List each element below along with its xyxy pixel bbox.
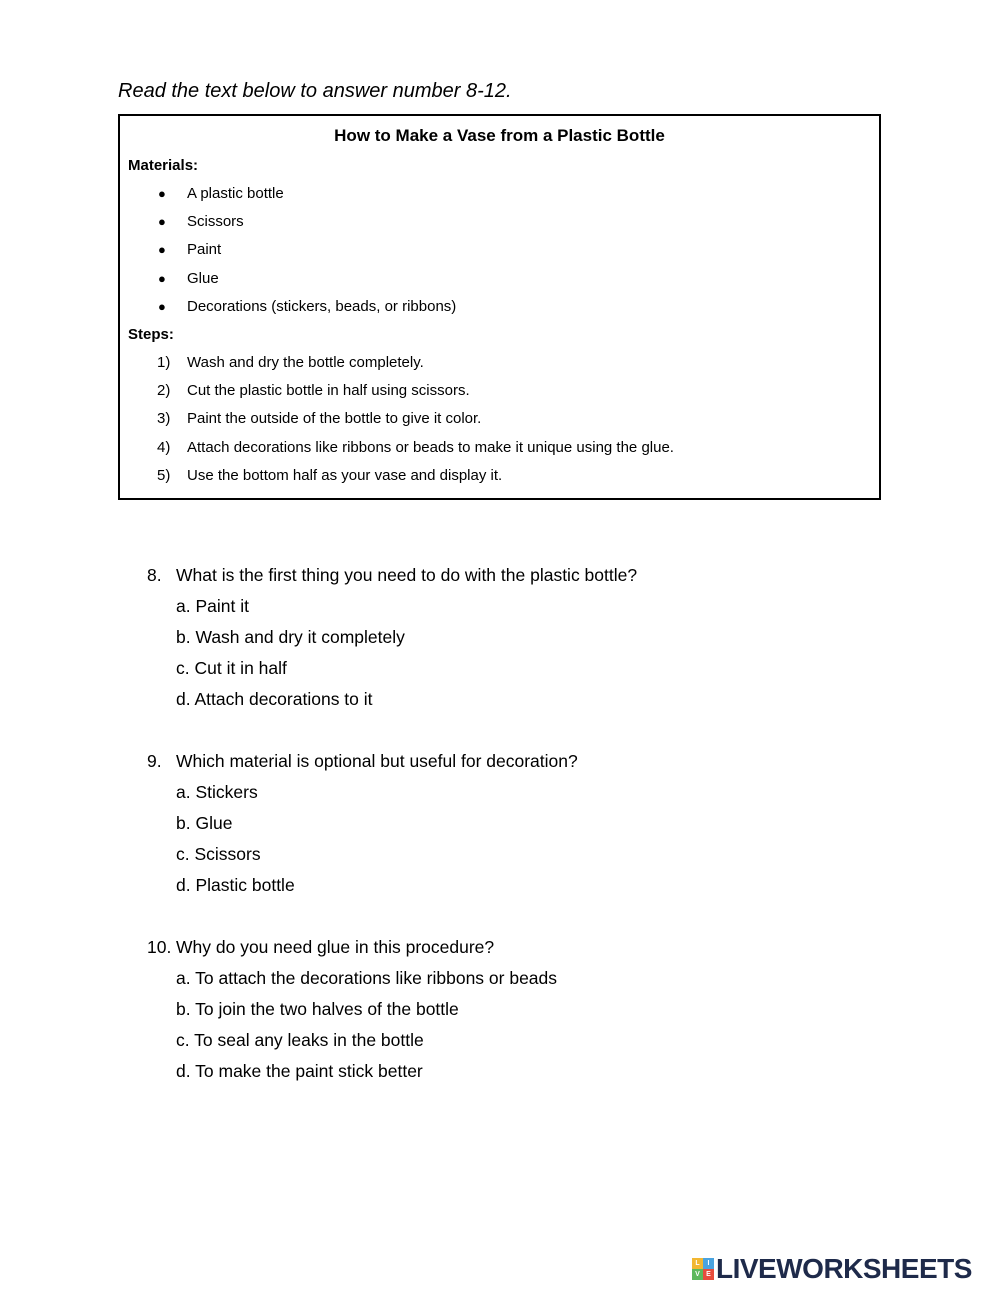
list-item	[128, 212, 871, 240]
logo-tile: L	[692, 1258, 703, 1269]
list-item	[128, 466, 871, 494]
bullet-icon: ●	[158, 186, 166, 201]
step-text: Attach decorations like ribbons or beads to make it unique using the glue.	[187, 438, 674, 456]
answer-option[interactable]: b. To join the two halves of the bottle	[176, 999, 459, 1019]
liveworksheets-logo-icon	[692, 1258, 714, 1280]
instruction-text: Read the text below to answer number 8-12.	[118, 80, 512, 102]
reading-text-box	[118, 114, 881, 500]
bullet-icon: ●	[158, 242, 166, 258]
step-text: Cut the plastic bottle in half using scissors.	[187, 382, 470, 400]
logo-tile: E	[703, 1269, 714, 1280]
answer-option[interactable]: c. Scissors	[176, 844, 261, 864]
answer-option[interactable]: b. Glue	[176, 813, 233, 833]
list-item	[128, 438, 871, 466]
answer-option[interactable]: d. Plastic bottle	[176, 875, 295, 895]
question-prompt	[147, 565, 927, 596]
question-9	[147, 751, 927, 906]
step-number: 5)	[157, 466, 171, 484]
list-item	[128, 297, 871, 325]
question-number: 8.	[147, 565, 162, 585]
question-text: What is the first thing you need to do with the plastic bottle?	[176, 565, 638, 585]
answer-option[interactable]: c. Cut it in half	[176, 658, 287, 678]
step-number: 1)	[157, 353, 171, 371]
materials-heading: Materials:	[128, 157, 199, 174]
question-text: Which material is optional but useful for decoration?	[176, 751, 578, 771]
questions-section	[147, 565, 927, 1123]
reading-title: How to Make a Vase from a Plastic Bottle	[334, 126, 665, 145]
answer-option[interactable]: d. To make the paint stick better	[176, 1061, 423, 1081]
answer-option[interactable]: a. To attach the decorations like ribbons or beads	[176, 968, 558, 988]
list-item	[128, 269, 871, 297]
liveworksheets-logo	[692, 1254, 972, 1284]
answer-option[interactable]: d. Attach decorations to it	[176, 689, 373, 709]
step-number: 2)	[157, 382, 171, 400]
logo-tile: I	[703, 1258, 714, 1269]
bullet-icon: ●	[158, 298, 166, 314]
list-item	[128, 240, 871, 268]
materials-list	[128, 184, 871, 325]
list-item	[128, 184, 871, 212]
material-label: Decorations (stickers, beads, or ribbons)	[187, 297, 457, 315]
bullet-icon: ●	[158, 270, 166, 286]
question-number: 10.	[147, 937, 172, 957]
question-text: Why do you need glue in this procedure?	[176, 937, 495, 957]
answer-option[interactable]: a. Stickers	[176, 782, 258, 802]
logo-tile: V	[692, 1269, 703, 1280]
list-item	[128, 381, 871, 409]
answer-option[interactable]: b. Wash and dry it completely	[176, 627, 405, 647]
list-item	[128, 353, 871, 381]
step-number: 4)	[157, 438, 171, 456]
steps-list	[128, 353, 871, 494]
list-item	[128, 409, 871, 437]
material-label: Scissors	[187, 213, 244, 231]
question-8	[147, 565, 927, 720]
step-text: Wash and dry the bottle completely.	[187, 353, 424, 371]
answer-option[interactable]: a. Paint it	[176, 596, 249, 616]
step-number: 3)	[157, 410, 171, 428]
question-prompt	[147, 937, 927, 968]
question-10	[147, 937, 927, 1092]
answer-option[interactable]: c. To seal any leaks in the bottle	[176, 1030, 424, 1050]
material-label: Paint	[187, 241, 222, 259]
step-text: Paint the outside of the bottle to give it color.	[187, 410, 482, 428]
step-text: Use the bottom half as your vase and display it.	[187, 466, 503, 484]
logo-text: LIVEWORKSHEETS	[716, 1253, 972, 1284]
question-number: 9.	[147, 751, 162, 771]
steps-heading: Steps:	[128, 325, 174, 343]
question-prompt	[147, 751, 927, 782]
material-label: Glue	[187, 269, 219, 287]
material-label: A plastic bottle	[187, 185, 284, 202]
bullet-icon: ●	[158, 214, 166, 230]
